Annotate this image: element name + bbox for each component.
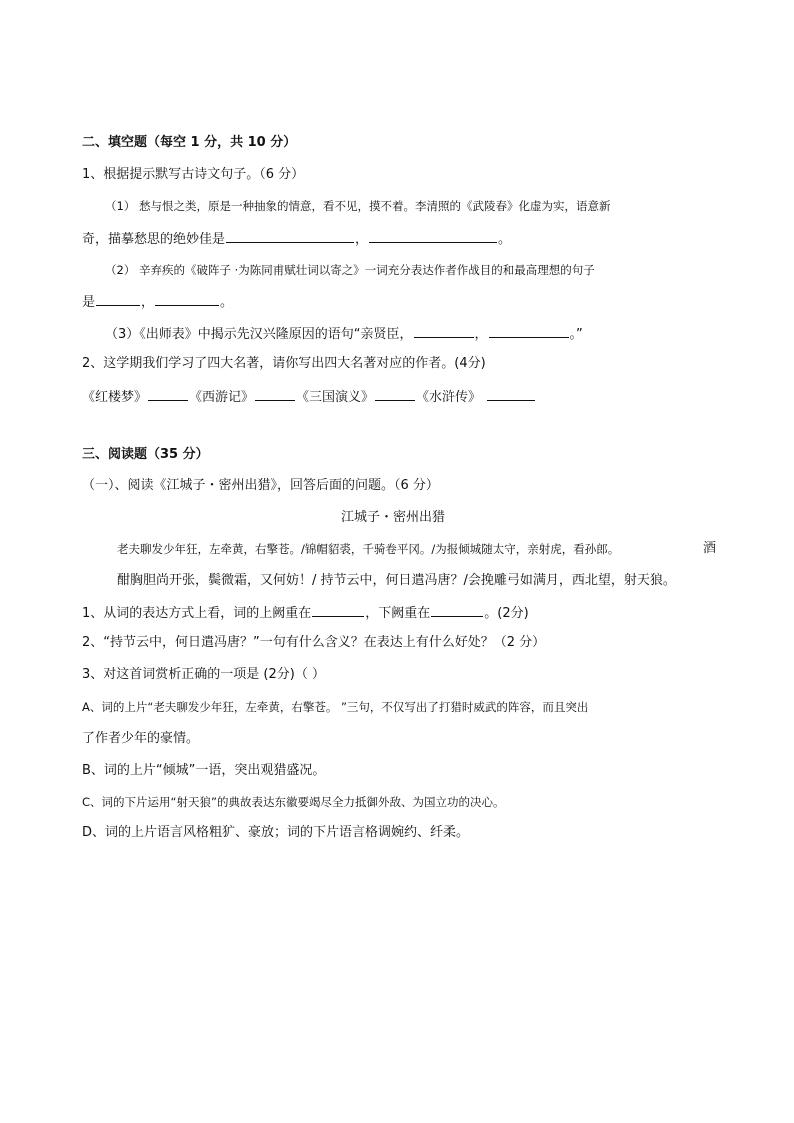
answer-blank[interactable] (487, 387, 535, 401)
question-1-3-prefix: （3）《出师表》中揭示先汉兴隆原因的语句“亲贤臣， (105, 327, 413, 342)
answer-blank[interactable] (148, 387, 188, 401)
period: 。 (220, 295, 234, 310)
answer-blank[interactable] (414, 324, 474, 338)
option-a-line-1: A、词的上片“老夫聊发少年狂，左牵黄，右擎苍。 ”三句，不仅写出了打猎时威武的阵容，而且突出 (82, 700, 589, 714)
separator: ， (474, 327, 488, 342)
reading-question-1 (82, 603, 529, 623)
answer-blank[interactable] (312, 603, 364, 617)
poem-line-2: 酣胸胆尚开张，鬓微霜，又何妨！/ 持节云中，何日遣冯唐？/会挽雕弓如满月，西北望，射天狼。 (117, 573, 676, 588)
option-d: D、词的上片语言风格粗犷、豪放；词的下片语言格调婉约、纤柔。 (82, 825, 470, 840)
book-title: 《水浒传》 (416, 390, 482, 405)
question-2-blanks (82, 387, 536, 407)
section-heading: 三、阅读题（35 分） (82, 447, 209, 462)
reading-question-3: 3、对这首词赏析正确的一项是 (2分)（ ） (82, 667, 325, 682)
question-1-1-line (82, 229, 511, 249)
separator: ， (141, 295, 155, 310)
question-1-mid: ，下阙重在 (365, 606, 431, 621)
poem-line-1: 老夫聊发少年狂，左牵黄，右擎苍。/锦帽貂裘，千骑卷平冈。/为报倾城随太守，亲射虎，看孙郎。 (117, 542, 620, 556)
question-1-3-line (105, 324, 583, 344)
question-1-2-line (82, 292, 233, 312)
reading-part-1: （一）、阅读《江城子・密州出猎》，回答后面的问题。（6 分） (82, 478, 439, 493)
period: 。 (498, 232, 512, 247)
answer-blank[interactable] (489, 324, 569, 338)
option-c: C、词的下片运用“射天狼”的典故表达东徽要竭尽全力抵御外敌、为国立功的决心。 (82, 795, 505, 809)
reading-question-2: 2、“持节云中，何日遣冯唐？”一句有什么含义？在表达上有什么好处？（2 分） (82, 635, 546, 650)
answer-blank[interactable] (226, 229, 354, 243)
option-b: B、词的上片“倾城”一语，突出观猎盛况。 (82, 763, 326, 778)
question-1: 1、根据提示默写古诗文句子。（6 分） (82, 167, 305, 182)
book-title: 《红楼梦》 (82, 390, 148, 405)
question-1-2-prefix: 是 (82, 295, 96, 310)
answer-blank[interactable] (431, 603, 483, 617)
section-heading: 二、填空题（每空 1 分，共 10 分） (82, 135, 297, 150)
option-a-line-2: 了作者少年的豪情。 (82, 731, 200, 746)
answer-blank[interactable] (255, 387, 295, 401)
answer-blank[interactable] (369, 229, 497, 243)
question-1-end: 。(2分) (484, 606, 529, 621)
answer-blank[interactable] (96, 292, 140, 306)
book-title: 《三国演义》 (296, 390, 375, 405)
poem-title: 江城子・密州出猎 (341, 510, 446, 525)
closing-quote: 。” (569, 327, 583, 342)
answer-blank[interactable] (155, 292, 219, 306)
question-1-1-text: （1） 愁与恨之类，原是一种抽象的情意，看不见，摸不着。李清照的《武陵春》化虚为实，语意新 (105, 199, 611, 213)
question-1-prefix: 1、从词的表达方式上看，词的上阙重在 (82, 606, 312, 621)
poem-line-1-end: 酒 (703, 541, 717, 556)
separator: ， (355, 232, 369, 247)
answer-blank[interactable] (375, 387, 415, 401)
question-1-1-prefix: 奇，描摹愁思的绝妙佳是 (82, 232, 226, 247)
question-2: 2、这学期我们学习了四大名著，请你写出四大名著对应的作者。(4分) (82, 356, 486, 371)
book-title: 《西游记》 (189, 390, 255, 405)
question-1-2-text: （2） 辛弃疾的《破阵子 ·为陈同甫赋壮词以寄之》一词充分表达作者作战目的和最高理想的句子 (105, 263, 595, 277)
